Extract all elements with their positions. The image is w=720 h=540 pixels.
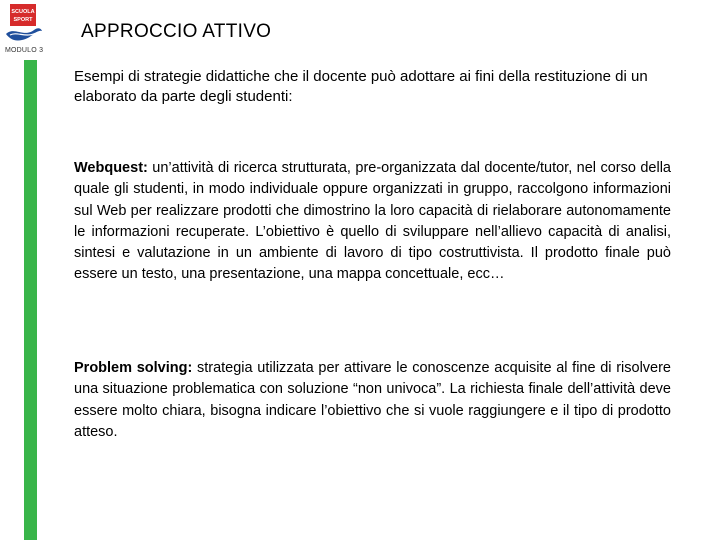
svg-text:SPORT: SPORT <box>13 17 33 23</box>
sidebar-accent-bar <box>24 60 37 540</box>
webquest-paragraph <box>74 158 671 286</box>
scuola-sport-logo <box>4 4 44 44</box>
page-title: APPROCCIO ATTIVO <box>81 21 272 42</box>
intro-text: Esempi di strategie didattiche che il docente può adottare ai fini della restituzione di un elaborato da parte degli studenti: <box>74 68 648 105</box>
webquest-text: un’attività di ricerca strutturata, pre-organizzata dal docente/tutor, nel corso della quale gli studenti, in modo individuale oppure organizzati in gruppo, raccolgono informazioni sul Web per realizzare prodotti che dimostrino la loro capacità di rielaborare autonomamente le informazioni recuperate. L’obiettivo è quello di sviluppare nell’allievo capacità di analisi, sintesi e valutazione in un ambiente di lavoro di tipo costruttivista. Il prodotto finale può essere un testo, una presentazione, una mappa concettuale, ecc… <box>74 160 671 283</box>
webquest-term: Webquest: <box>74 160 148 176</box>
module-label: MODULO 3 <box>5 47 44 54</box>
problem-solving-text: strategia utilizzata per attivare le conoscenze acquisite al fine di risolvere una situazione problematica con soluzione “non univoca”. La richiesta finale dell’attività deve essere molto chiara, bisogna indicare l’obiettivo che si vuole raggiungere e il tipo di prodotto atteso. <box>74 360 671 440</box>
svg-text:SCUOLA: SCUOLA <box>11 9 35 15</box>
scuola-sport-logo-graphic <box>4 4 44 44</box>
problem-solving-paragraph <box>74 358 671 443</box>
problem-solving-term: Problem solving: <box>74 360 193 376</box>
